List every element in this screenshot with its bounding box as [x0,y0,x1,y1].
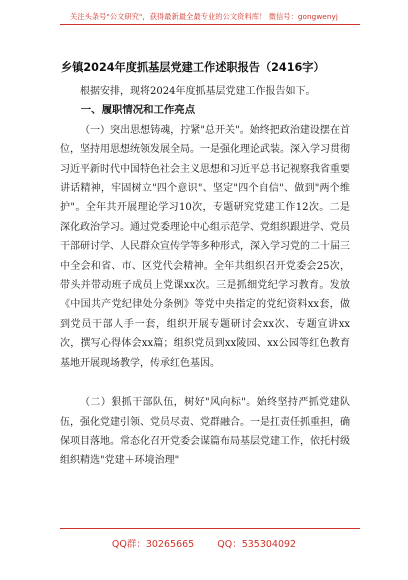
footer-qq: QQ：535304092 [217,539,297,550]
body-paragraph-2: （二）狠抓干部队伍，树好"风向标"。始终坚持严抓党建队伍，强化党建引领、党员尽责、党群融合。一是扛责任抓重担，确保项目落地。常态化召开党委会谋篇布局基层党建工作，依托村级组织精选"党建＋环境治理" [60,397,350,467]
document-body [60,82,350,471]
paragraph-gap [60,373,350,393]
intro-paragraph: 根据安排，现将2024年度抓基层党建工作报告如下。 [80,86,316,97]
footer-qq-group: QQ群：30265665 [111,539,195,550]
footer [0,536,408,550]
document-title: 乡镇2024年度抓基层党建工作述职报告（2416字） [61,61,325,74]
footer-divider [60,528,360,529]
header-divider [60,24,360,25]
header-banner: 关注头条号"公文研究"，获得最新最全最专业的公文资料库！ 微信号：gongwenyj [70,12,338,21]
body-paragraph-1: （一）突出思想铸魂，拧紧"总开关"。始终把政治建设摆在首位，坚持用思想统领发展全局。一是强化理论武装。深入学习贯彻习近平新时代中国特色社会主义思想和习近平总书记视察我省重要讲话精神，牢固树立"四个意识"、坚定"四个自信"、做到"两个维护"。全年共开展理论学习10次，专题研究党建工作12次。二是深化政治学习。通过党委理论中心组示范学、党组织跟进学、党员干部研讨学、人民群众宣传学等多种形式，深入学习党的二十届三中全会和省、市、区党代会精神。全年共组织召开党委会25次，带头并带动班子成员上党课xx次。三是抓细党纪学习教育。发放《中国共产党纪律处分条例》等党中央指定的党纪资料xx套，做到党员干部人手一套，组织开展专题研讨会xx次、专题宣讲xx次，撰写心得体会xx篇；组织党员到xx陵园、xx公园等红色教育基地开展现场教学，传承红色基因。 [60,124,350,369]
section-heading: 一、履职情况和工作亮点 [80,104,196,117]
